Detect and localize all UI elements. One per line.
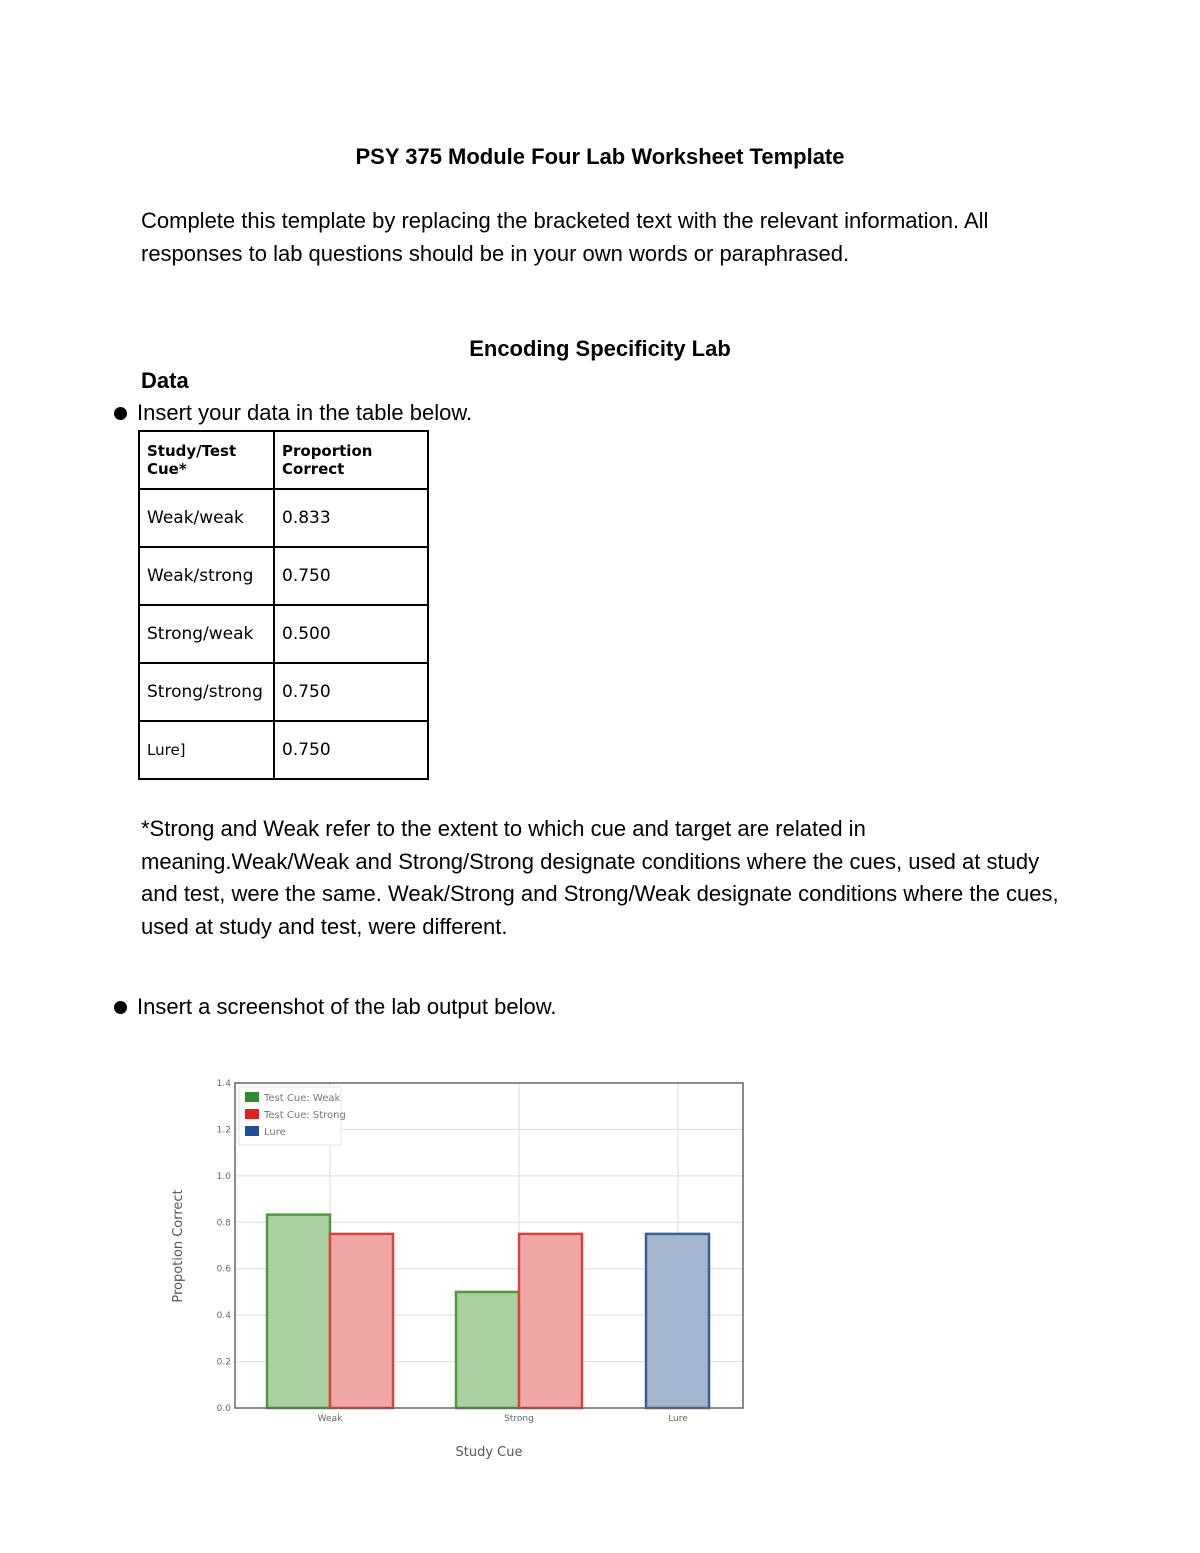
bullet-dot-icon	[114, 1001, 127, 1014]
bar-test-cue-weak-strong	[456, 1292, 519, 1408]
table-cell-value: 0.833	[274, 489, 428, 547]
y-tick-label: 0.0	[216, 1404, 231, 1414]
y-axis-title: Propotion Correct	[171, 1189, 186, 1303]
y-tick-label: 0.6	[216, 1264, 231, 1275]
table-cell-value: 0.750	[274, 721, 428, 779]
legend-swatch	[245, 1109, 259, 1119]
table-row	[139, 605, 428, 663]
intro-paragraph: Complete this template by replacing the bracketed text with the relevant information. All responses to lab questions should be in your own words or paraphrased.	[141, 208, 989, 266]
table-row	[139, 547, 428, 605]
table-cell-value: 0.500	[274, 605, 428, 663]
x-tick-label: Weak	[317, 1414, 343, 1424]
document-title: PSY 375 Module Four Lab Worksheet Template	[355, 144, 845, 169]
y-tick-label: 1.2	[216, 1125, 231, 1136]
y-tick-label: 1.0	[216, 1171, 231, 1182]
table-row	[139, 489, 428, 547]
footnote-paragraph: *Strong and Weak refer to the extent to which cue and target are related in meaning.Weak/Weak and Strong/Strong designate conditions where the cues, used at study and test, were the same. Weak/Strong and Strong/Weak designate conditions where the cues, used at study and test, were different.	[141, 816, 1059, 939]
bar-test-cue-strong-strong	[519, 1234, 582, 1408]
table-cell-condition: Lure]	[139, 721, 274, 779]
y-tick-label: 1.4	[216, 1079, 231, 1089]
x-axis-title: Study Cue	[455, 1445, 523, 1460]
legend-swatch	[245, 1092, 259, 1102]
lab-title: Encoding Specificity Lab	[469, 336, 731, 361]
bar-test-cue-strong-weak	[330, 1234, 393, 1408]
table-cell-condition: Strong/weak	[139, 605, 274, 663]
chart-bars	[267, 1215, 709, 1408]
y-tick-label: 0.2	[216, 1357, 231, 1368]
table-row	[139, 721, 428, 779]
bullet-insert-screenshot	[114, 992, 557, 1022]
legend-label: Test Cue: Weak	[264, 1093, 341, 1104]
lab-output-chart	[160, 1068, 760, 1473]
table-cell-condition: Strong/strong	[139, 663, 274, 721]
table-header-cell: Study/Test Cue*	[139, 431, 274, 489]
y-tick-label: 0.4	[216, 1311, 231, 1322]
bar-test-cue-weak-weak	[267, 1215, 330, 1408]
legend-label: Lure	[264, 1127, 286, 1138]
legend-label: Test Cue: Strong	[264, 1110, 346, 1121]
chart-legend	[239, 1087, 346, 1145]
table-cell-value: 0.750	[274, 663, 428, 721]
table-row	[139, 663, 428, 721]
bullet-insert-data	[114, 398, 472, 428]
table-header-row	[139, 431, 428, 489]
data-heading: Data	[141, 368, 189, 393]
x-tick-label: Strong	[504, 1414, 534, 1424]
table-cell-value: 0.750	[274, 547, 428, 605]
bullet-dot-icon	[114, 407, 127, 420]
bullet-insert-data-text: Insert your data in the table below.	[137, 400, 473, 425]
data-table	[138, 430, 429, 780]
table-cell-condition: Weak/strong	[139, 547, 274, 605]
table-header-cell: Proportion Correct	[274, 431, 428, 489]
y-tick-label: 0.8	[216, 1218, 231, 1229]
x-tick-label: Lure	[668, 1414, 688, 1424]
bar-lure-lure	[646, 1234, 709, 1408]
table-cell-condition: Weak/weak	[139, 489, 274, 547]
legend-swatch	[245, 1126, 259, 1136]
bullet-insert-screenshot-text: Insert a screenshot of the lab output below.	[137, 994, 557, 1019]
